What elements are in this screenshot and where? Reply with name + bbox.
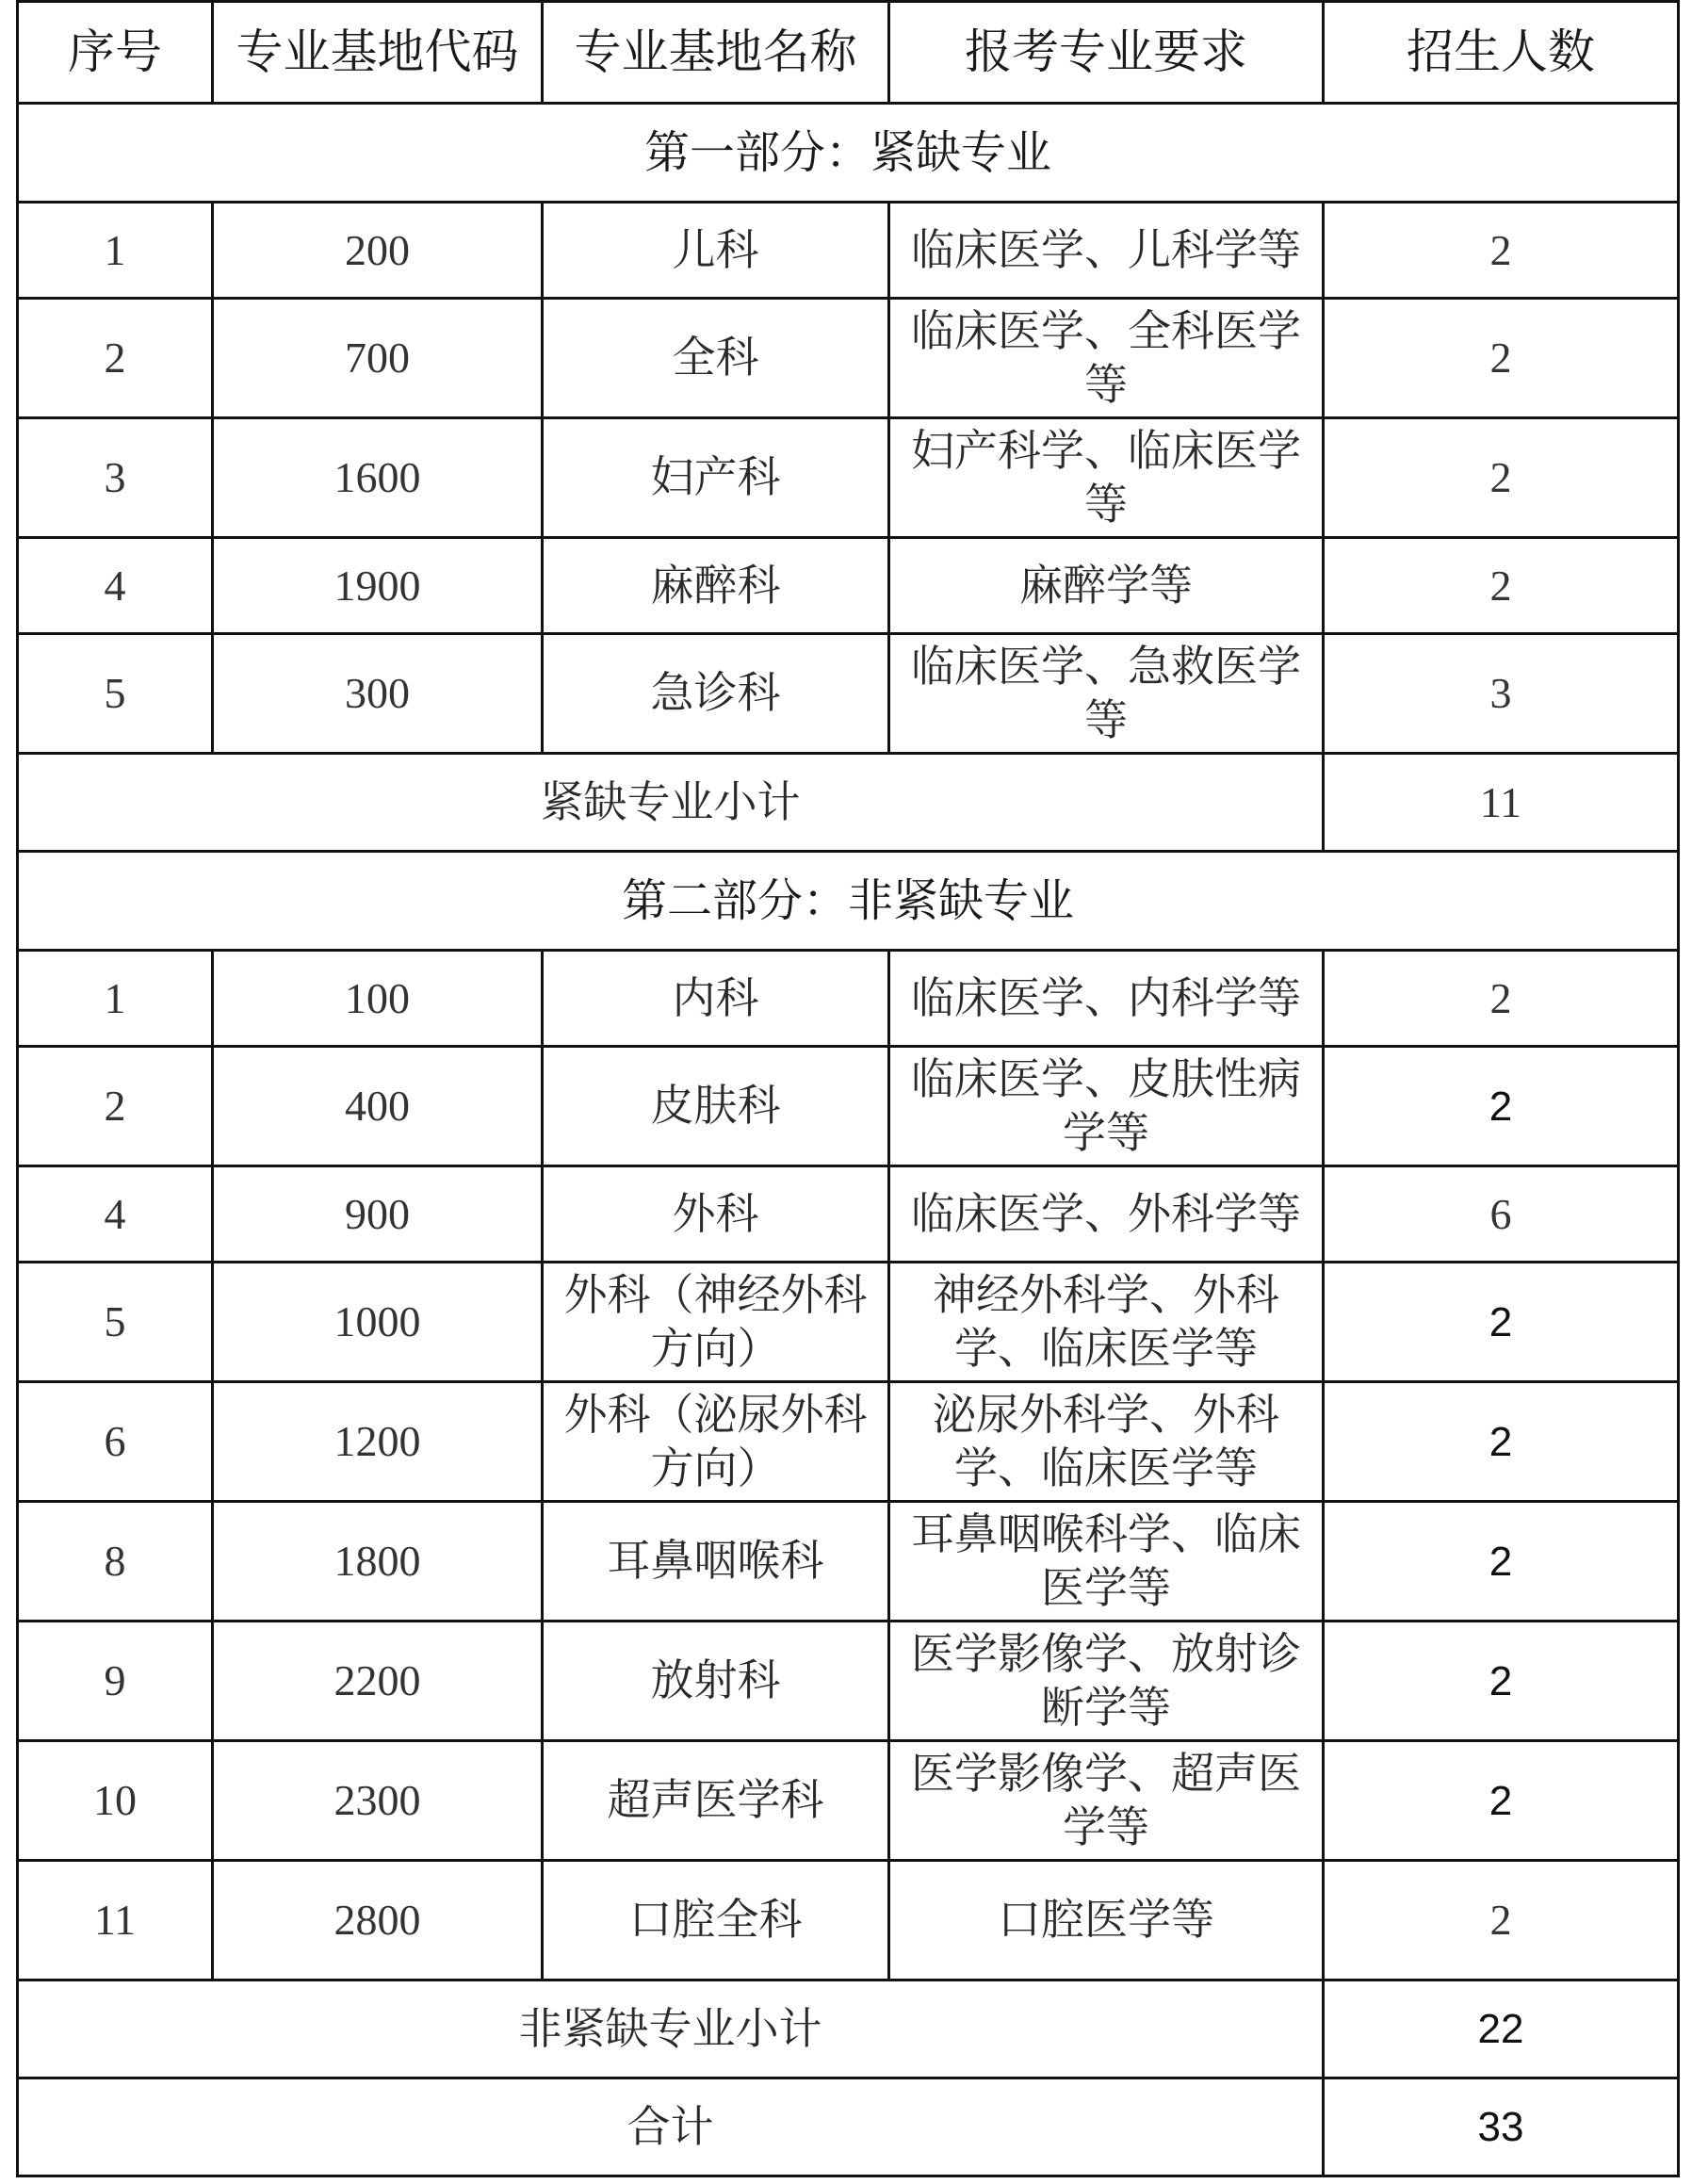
cell-count: 2 — [1324, 299, 1679, 418]
cell-requirement: 口腔医学等 — [889, 1861, 1324, 1980]
cell-name: 妇产科 — [543, 418, 889, 538]
table-row — [18, 1502, 1679, 1622]
cell-count: 2 — [1324, 1047, 1679, 1166]
cell-requirement: 临床医学、皮肤性病学等 — [889, 1047, 1324, 1166]
cell-requirement: 临床医学、全科医学等 — [889, 299, 1324, 418]
table-row — [18, 1622, 1679, 1741]
cell-seq: 9 — [18, 1622, 213, 1741]
cell-count: 2 — [1324, 1741, 1679, 1861]
cell-seq: 3 — [18, 418, 213, 538]
table-row — [18, 1861, 1679, 1980]
table-row — [18, 1263, 1679, 1382]
subtotal-row-part2 — [18, 1980, 1679, 2078]
cell-code: 400 — [213, 1047, 543, 1166]
cell-code: 1900 — [213, 538, 543, 634]
total-value: 33 — [1324, 2078, 1679, 2176]
cell-requirement: 妇产科学、临床医学等 — [889, 418, 1324, 538]
cell-count: 2 — [1324, 418, 1679, 538]
cell-code: 200 — [213, 203, 543, 299]
cell-name: 全科 — [543, 299, 889, 418]
table-row — [18, 1166, 1679, 1263]
cell-count: 2 — [1324, 951, 1679, 1047]
cell-seq: 10 — [18, 1741, 213, 1861]
cell-count: 2 — [1324, 1502, 1679, 1622]
cell-count: 2 — [1324, 203, 1679, 299]
cell-requirement: 临床医学、外科学等 — [889, 1166, 1324, 1263]
subtotal-value-part1: 11 — [1324, 754, 1679, 852]
cell-name: 急诊科 — [543, 634, 889, 754]
cell-code: 1200 — [213, 1382, 543, 1502]
header-requirement: 报考专业要求 — [889, 2, 1324, 104]
cell-requirement: 临床医学、儿科学等 — [889, 203, 1324, 299]
table-row — [18, 538, 1679, 634]
cell-count: 2 — [1324, 1622, 1679, 1741]
cell-requirement: 临床医学、急救医学等 — [889, 634, 1324, 754]
cell-count: 2 — [1324, 1263, 1679, 1382]
table-row — [18, 1382, 1679, 1502]
subtotal-row-part1 — [18, 754, 1679, 852]
enrollment-table-wrapper — [16, 0, 1677, 2177]
cell-name: 超声医学科 — [543, 1741, 889, 1861]
cell-seq: 5 — [18, 1263, 213, 1382]
cell-code: 2800 — [213, 1861, 543, 1980]
total-label: 合计 — [18, 2078, 1324, 2176]
cell-requirement: 医学影像学、放射诊断学等 — [889, 1622, 1324, 1741]
cell-seq: 4 — [18, 1166, 213, 1263]
cell-seq: 8 — [18, 1502, 213, 1622]
cell-name: 外科 — [543, 1166, 889, 1263]
cell-code: 700 — [213, 299, 543, 418]
cell-requirement: 神经外科学、外科学、临床医学等 — [889, 1263, 1324, 1382]
table-row — [18, 418, 1679, 538]
subtotal-label-part2: 非紧缺专业小计 — [18, 1980, 1324, 2078]
cell-count: 6 — [1324, 1166, 1679, 1263]
cell-requirement: 临床医学、内科学等 — [889, 951, 1324, 1047]
section-row-part1 — [18, 104, 1679, 203]
cell-seq: 5 — [18, 634, 213, 754]
table-row — [18, 299, 1679, 418]
cell-count: 3 — [1324, 634, 1679, 754]
cell-code: 900 — [213, 1166, 543, 1263]
cell-code: 1800 — [213, 1502, 543, 1622]
cell-seq: 1 — [18, 951, 213, 1047]
cell-name: 耳鼻咽喉科 — [543, 1502, 889, 1622]
table-row — [18, 1047, 1679, 1166]
cell-code: 2200 — [213, 1622, 543, 1741]
cell-name: 内科 — [543, 951, 889, 1047]
enrollment-table — [16, 0, 1680, 2177]
subtotal-label-part1: 紧缺专业小计 — [18, 754, 1324, 852]
cell-seq: 4 — [18, 538, 213, 634]
header-code: 专业基地代码 — [213, 2, 543, 104]
cell-code: 100 — [213, 951, 543, 1047]
subtotal-value-part2: 22 — [1324, 1980, 1679, 2078]
cell-code: 2300 — [213, 1741, 543, 1861]
cell-name: 外科（泌尿外科方向） — [543, 1382, 889, 1502]
cell-requirement: 泌尿外科学、外科学、临床医学等 — [889, 1382, 1324, 1502]
cell-seq: 11 — [18, 1861, 213, 1980]
cell-code: 1000 — [213, 1263, 543, 1382]
table-row — [18, 634, 1679, 754]
cell-seq: 6 — [18, 1382, 213, 1502]
table-row — [18, 203, 1679, 299]
section-title-part1: 第一部分：紧缺专业 — [18, 104, 1679, 203]
cell-count: 2 — [1324, 1861, 1679, 1980]
section-title-part2: 第二部分：非紧缺专业 — [18, 852, 1679, 951]
cell-seq: 2 — [18, 1047, 213, 1166]
section-row-part2 — [18, 852, 1679, 951]
cell-seq: 1 — [18, 203, 213, 299]
header-count: 招生人数 — [1324, 2, 1679, 104]
table-header-row — [18, 2, 1679, 104]
cell-name: 皮肤科 — [543, 1047, 889, 1166]
cell-code: 1600 — [213, 418, 543, 538]
cell-count: 2 — [1324, 1382, 1679, 1502]
cell-name: 口腔全科 — [543, 1861, 889, 1980]
cell-seq: 2 — [18, 299, 213, 418]
cell-requirement: 耳鼻咽喉科学、临床医学等 — [889, 1502, 1324, 1622]
cell-name: 放射科 — [543, 1622, 889, 1741]
cell-requirement: 麻醉学等 — [889, 538, 1324, 634]
header-name: 专业基地名称 — [543, 2, 889, 104]
cell-requirement: 医学影像学、超声医学等 — [889, 1741, 1324, 1861]
table-row — [18, 951, 1679, 1047]
cell-count: 2 — [1324, 538, 1679, 634]
cell-name: 外科（神经外科方向） — [543, 1263, 889, 1382]
cell-code: 300 — [213, 634, 543, 754]
cell-name: 麻醉科 — [543, 538, 889, 634]
table-row — [18, 1741, 1679, 1861]
cell-name: 儿科 — [543, 203, 889, 299]
header-seq: 序号 — [18, 2, 213, 104]
total-row — [18, 2078, 1679, 2176]
